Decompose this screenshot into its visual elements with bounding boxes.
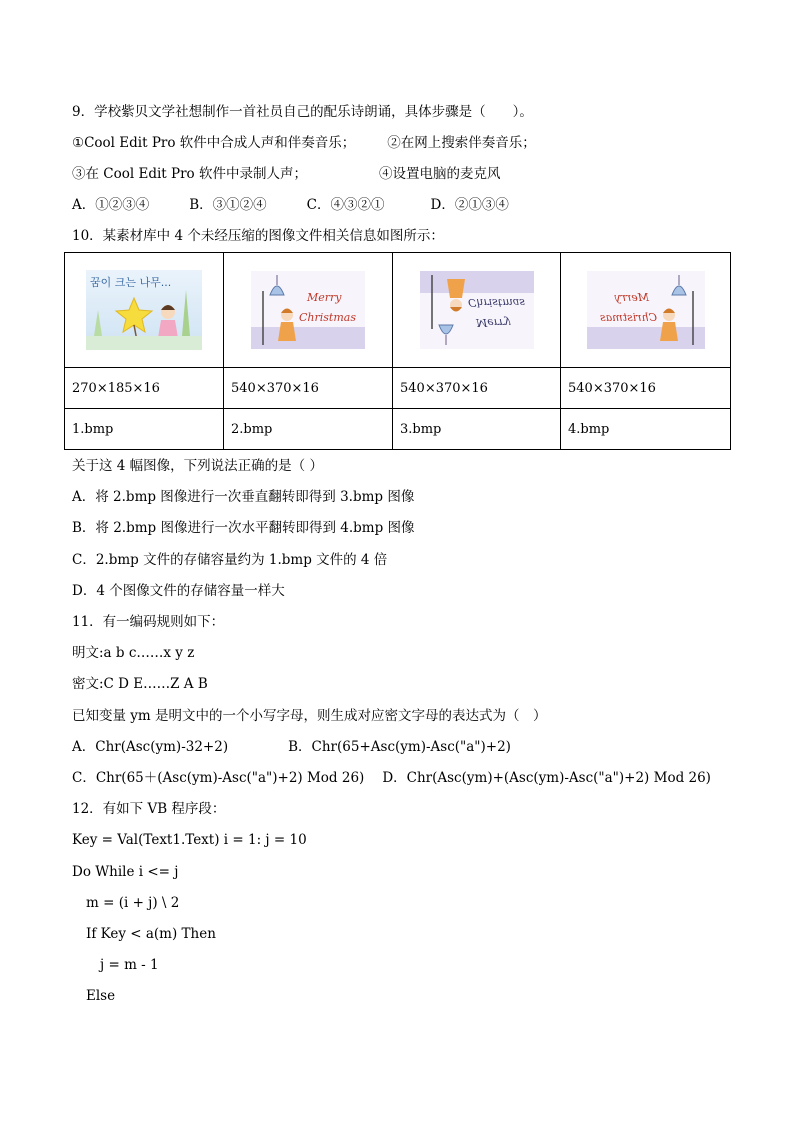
table-cell-name-4: 4.bmp bbox=[561, 409, 731, 450]
q10-option-d: D．4 个图像文件的存储容量一样大 bbox=[72, 583, 285, 599]
code-line-5: j = m - 1 bbox=[100, 957, 159, 973]
image-cell-4 bbox=[561, 253, 731, 368]
code-line-3: m = (i + j) \ 2 bbox=[86, 895, 180, 911]
q11-options-row2 bbox=[72, 768, 711, 788]
q11-ciphertext: 密文:C D E……Z A B bbox=[72, 676, 208, 692]
image-4-thumbnail bbox=[587, 271, 705, 349]
q11-options-row1 bbox=[72, 737, 511, 757]
q11-option-a: A．Chr(Asc(ym)-32+2) bbox=[72, 739, 229, 755]
image-cell-1 bbox=[65, 253, 224, 368]
image-2-thumbnail bbox=[251, 271, 365, 349]
q10-option-c: C．2.bmp 文件的存储容量约为 1.bmp 文件的 4 倍 bbox=[72, 552, 388, 568]
q10-stem: 10．某素材库中 4 个未经压缩的图像文件相关信息如图所示： bbox=[72, 228, 444, 244]
code-line-4: If Key < a(m) Then bbox=[86, 926, 216, 942]
q9-option-a: A．①②③④ bbox=[72, 197, 150, 213]
image-4-text-merry: Merry bbox=[613, 291, 649, 304]
image-info-table bbox=[64, 252, 731, 450]
table-cell-name-3: 3.bmp bbox=[393, 409, 561, 450]
q9-option-c: C．④③②① bbox=[306, 197, 385, 213]
table-row-dimensions bbox=[65, 368, 731, 409]
table-cell-size-4: 540×370×16 bbox=[561, 368, 731, 409]
q10-question: 关于这 4 幅图像，下列说法正确的是（ ） bbox=[72, 458, 323, 474]
q10-option-a: A．将 2.bmp 图像进行一次垂直翻转即得到 3.bmp 图像 bbox=[72, 489, 415, 505]
q9-option-d: D．②①③④ bbox=[430, 197, 509, 213]
q12-stem: 12．有如下 VB 程序段： bbox=[72, 801, 226, 817]
q9-item4: ④设置电脑的麦克风 bbox=[378, 166, 501, 182]
table-cell-size-1: 270×185×16 bbox=[65, 368, 224, 409]
image-3-text-christmas: Christmas bbox=[467, 296, 525, 309]
q11-plaintext: 明文:a b c……x y z bbox=[72, 645, 195, 661]
image-cell-2 bbox=[224, 253, 393, 368]
q9-options bbox=[72, 195, 509, 215]
code-line-2: Do While i <= j bbox=[72, 864, 179, 880]
q9-option-b: B．③①②④ bbox=[189, 197, 267, 213]
table-row-filenames bbox=[65, 409, 731, 450]
image-3-thumbnail bbox=[420, 271, 534, 349]
q11-option-d: D．Chr(Asc(ym)+(Asc(ym)-Asc("a")+2) Mod 26) bbox=[382, 770, 711, 786]
image-1-thumbnail bbox=[86, 270, 202, 350]
image-cell-3 bbox=[393, 253, 561, 368]
q11-stem: 11．有一编码规则如下： bbox=[72, 614, 225, 630]
image-1-caption: 꿈이 크는 나무... bbox=[90, 276, 172, 289]
q11-option-b: B．Chr(65+Asc(ym)-Asc("a")+2) bbox=[288, 739, 511, 755]
q11-option-c: C．Chr(65＋(Asc(ym)-Asc("a")+2) Mod 26) bbox=[72, 770, 365, 786]
code-line-6: Else bbox=[86, 988, 116, 1004]
table-cell-name-2: 2.bmp bbox=[224, 409, 393, 450]
table-cell-size-3: 540×370×16 bbox=[393, 368, 561, 409]
table-row-images bbox=[65, 253, 731, 368]
code-line-1: Key = Val(Text1.Text) i = 1: j = 10 bbox=[72, 832, 307, 848]
q10-option-b: B．将 2.bmp 图像进行一次水平翻转即得到 4.bmp 图像 bbox=[72, 520, 415, 536]
q9-item1: ①Cool Edit Pro 软件中合成人声和伴奏音乐； bbox=[72, 135, 356, 151]
q9-item2: ②在网上搜索伴奏音乐； bbox=[387, 135, 536, 151]
q9-item3: ③在 Cool Edit Pro 软件中录制人声； bbox=[72, 166, 307, 182]
q9-items-row2 bbox=[72, 164, 500, 184]
image-4-text-christmas: Christmas bbox=[599, 311, 657, 324]
image-2-text-merry: Merry bbox=[307, 291, 342, 304]
table-cell-name-1: 1.bmp bbox=[65, 409, 224, 450]
q9-items-row1 bbox=[72, 133, 536, 153]
image-3-text-merry: Merry bbox=[475, 316, 511, 329]
q11-question: 已知变量 ym 是明文中的一个小写字母，则生成对应密文字母的表达式为（ ） bbox=[72, 708, 547, 724]
table-cell-size-2: 540×370×16 bbox=[224, 368, 393, 409]
image-2-text-christmas: Christmas bbox=[299, 311, 356, 324]
q9-stem: 9．学校紫贝文学社想制作一首社员自己的配乐诗朗诵，具体步骤是（ ）。 bbox=[72, 104, 533, 120]
